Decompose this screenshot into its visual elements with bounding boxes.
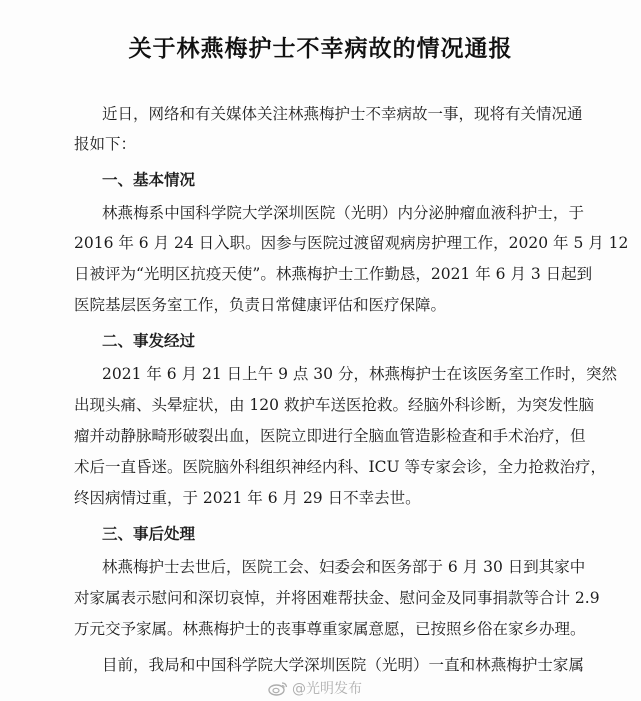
section3-line-2: 对家属表示慰问和深切哀悼，并将困难帮扶金、慰问金及同事捐款等合计 2.9 bbox=[74, 589, 600, 607]
weibo-icon bbox=[268, 680, 288, 696]
weibo-watermark bbox=[268, 678, 362, 698]
section2-line-2: 出现头痛、头晕症状，由 120 救护车送医抢救。经脑外科诊断，为突发性脑 bbox=[74, 396, 594, 414]
intro-line-2: 报如下： bbox=[74, 135, 137, 153]
document-title: 关于林燕梅护士不幸病故的情况通报 bbox=[128, 36, 513, 62]
section-heading-basic-info: 一、基本情况 bbox=[102, 171, 196, 189]
section2-line-5: 终因病情过重，于 2021 年 6 月 29 日不幸去世。 bbox=[74, 489, 421, 507]
section3-line-1: 林燕梅护士去世后，医院工会、妇委会和医务部于 6 月 30 日到其家中 bbox=[102, 558, 586, 576]
section1-line-2: 2016 年 6 月 24 日入职。因参与医院过渡留观病房护理工作，2020 年 5 月 12 bbox=[74, 234, 629, 252]
section-heading-aftermath: 三、事后处理 bbox=[102, 525, 196, 543]
section1-line-3: 日被评为“光明区抗疫天使”。林燕梅护士工作勤恳，2021 年 6 月 3 日起到 bbox=[74, 265, 593, 283]
section-heading-incident: 二、事发经过 bbox=[102, 332, 196, 350]
section1-line-4: 医院基层医务室工作，负责日常健康评估和医疗保障。 bbox=[74, 296, 447, 314]
section2-line-3: 瘤并动静脉畸形破裂出血，医院立即进行全脑血管造影检查和手术治疗，但 bbox=[74, 427, 586, 445]
section2-line-1: 2021 年 6 月 21 日上午 9 点 30 分，林燕梅护士在该医务室工作时，突然 bbox=[102, 365, 617, 383]
section3-line-3: 万元交予家属。林燕梅护士的丧事尊重家属意愿，已按照乡俗在家乡办理。 bbox=[74, 620, 586, 638]
watermark-text: @光明发布 bbox=[292, 681, 362, 697]
section1-line-1: 林燕梅系中国科学院大学深圳医院（光明）内分泌肿瘤血液科护士，于 bbox=[102, 204, 584, 222]
section3-line-4: 目前，我局和中国科学院大学深圳医院（光明）一直和林燕梅护士家属 bbox=[102, 656, 584, 674]
intro-line-1: 近日，网络和有关媒体关注林燕梅护士不幸病故一事，现将有关情况通 bbox=[102, 105, 583, 123]
section2-line-4: 术后一直昏迷。医院脑外科组织神经内科、ICU 等专家会诊，全力抢救治疗， bbox=[74, 458, 606, 476]
